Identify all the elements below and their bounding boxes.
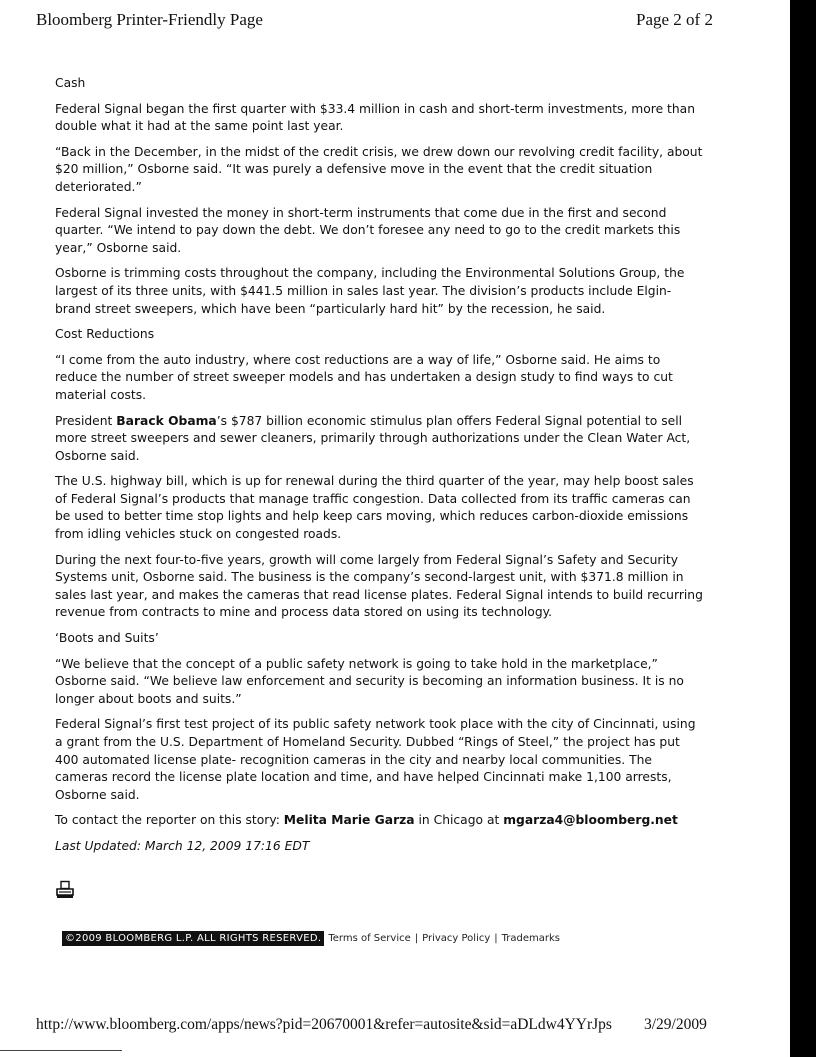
paragraph: “Back in the December, in the midst of the credit crisis, we drew down our revolving credit facility, about $20 million,” Osborne said. “It was purely a defensive move in the event that the credit situation deteriorated.” — [55, 144, 703, 194]
page-url: http://www.bloomberg.com/apps/news?pid=20670001&refer=autosite&sid=aDLdw4YYrJps — [36, 1016, 612, 1033]
copyright-badge: ©2009 BLOOMBERG L.P. ALL RIGHTS RESERVED. — [62, 931, 324, 946]
article-body — [55, 75, 705, 864]
footer-bar — [62, 931, 560, 946]
footer-links — [328, 933, 560, 944]
paragraph-rest: ’s $787 billion economic stimulus plan offers Federal Signal potential to sell more street sweepers and sewer cleaners, primarily through authorizations under the Clean Water Act, Osborne said. — [55, 413, 691, 463]
paragraph: Federal Signal invested the money in short-term instruments that come due in the first and second quarter. “We intend to pay down the debt. We don’t foresee any need to go to the credit markets this year,” Osborne said. — [55, 205, 681, 255]
separator: | — [414, 933, 419, 944]
section-heading-boots-and-suits: ‘Boots and Suits’ — [55, 631, 159, 646]
scan-edge-bar — [790, 0, 816, 1057]
reporter-name-link[interactable]: Melita Marie Garza — [283, 813, 415, 828]
paragraph — [55, 413, 705, 466]
page-header-title: Bloomberg Printer-Friendly Page — [36, 10, 263, 29]
paragraph: Federal Signal began the first quarter with $33.4 million in cash and short-term investments, more than double what it had at the same point last year. — [55, 101, 695, 134]
trademarks-link[interactable]: Trademarks — [501, 933, 561, 944]
page-indicator: Page 2 of 2 — [636, 10, 713, 29]
paragraph: During the next four-to-five years, growth will come largely from Federal Signal’s Safety and Security Systems unit, Osborne said. The business is the company’s second-largest unit, with $371.8 million in sales last year, and makes the cameras that read license plates. Federal Signal intends to build recurring revenue from contracts to mine and process data stored on using its technology. — [55, 552, 703, 620]
contact-mid: in Chicago at — [414, 813, 504, 828]
separator: | — [494, 933, 498, 944]
paragraph: The U.S. highway bill, which is up for renewal during the third quarter of the year, may help boost sales of Federal Signal’s products that manage traffic congestion. Data collected from its traffic cameras can be used to better time stop lights and help keep cars moving, which reduces carbon-dioxide emissions from idling vehicles stuck on congested roads. — [55, 474, 694, 542]
paragraph: “I come from the auto industry, where cost reductions are a way of life,” Osborne said. He aims to reduce the number of street sweeper models and has undertaken a design study to find ways to cut material costs. — [55, 352, 673, 402]
paragraph-prefix: President — [55, 413, 117, 428]
section-heading-cost-reductions: Cost Reductions — [55, 327, 155, 342]
print-date: 3/29/2009 — [644, 1016, 707, 1033]
paragraph: Osborne is trimming costs throughout the company, including the Environmental Solutions Group, the largest of its three units, with $441.5 million in sales last year. The division’s products include Elgin-brand street sweepers, which have been “particularly hard hit” by the recession, he said. — [55, 266, 685, 316]
last-updated: Last Updated: March 12, 2009 17:16 EDT — [55, 838, 310, 853]
contact-prefix: To contact the reporter on this story: — [55, 813, 284, 828]
person-link-barack-obama[interactable]: Barack Obama — [116, 413, 217, 428]
terms-of-service-link[interactable]: Terms of Service — [328, 933, 411, 944]
printer-icon[interactable] — [55, 880, 75, 900]
contact-line — [55, 812, 705, 830]
privacy-policy-link[interactable]: Privacy Policy — [422, 933, 491, 944]
paragraph: Federal Signal’s first test project of its public safety network took place with the city of Cincinnati, using a grant from the U.S. Department of Homeland Security. Dubbed “Rings of Steel,” the project has put 400 automated license plate- recognition cameras in the city and nearby local communities. The cameras record the license plate location and time, and have helped Cincinnati make 1,100 arrests, Osborne said. — [55, 717, 696, 802]
section-heading-cash: Cash — [55, 76, 86, 90]
divider — [0, 1050, 122, 1051]
paragraph: “We believe that the concept of a public safety network is going to take hold in the marketplace,” Osborne said. “We believe law enforcement and security is becoming an information business. It is no longer about boots and suits.” — [55, 656, 684, 706]
reporter-email-link[interactable]: mgarza4@bloomberg.net — [503, 813, 678, 828]
